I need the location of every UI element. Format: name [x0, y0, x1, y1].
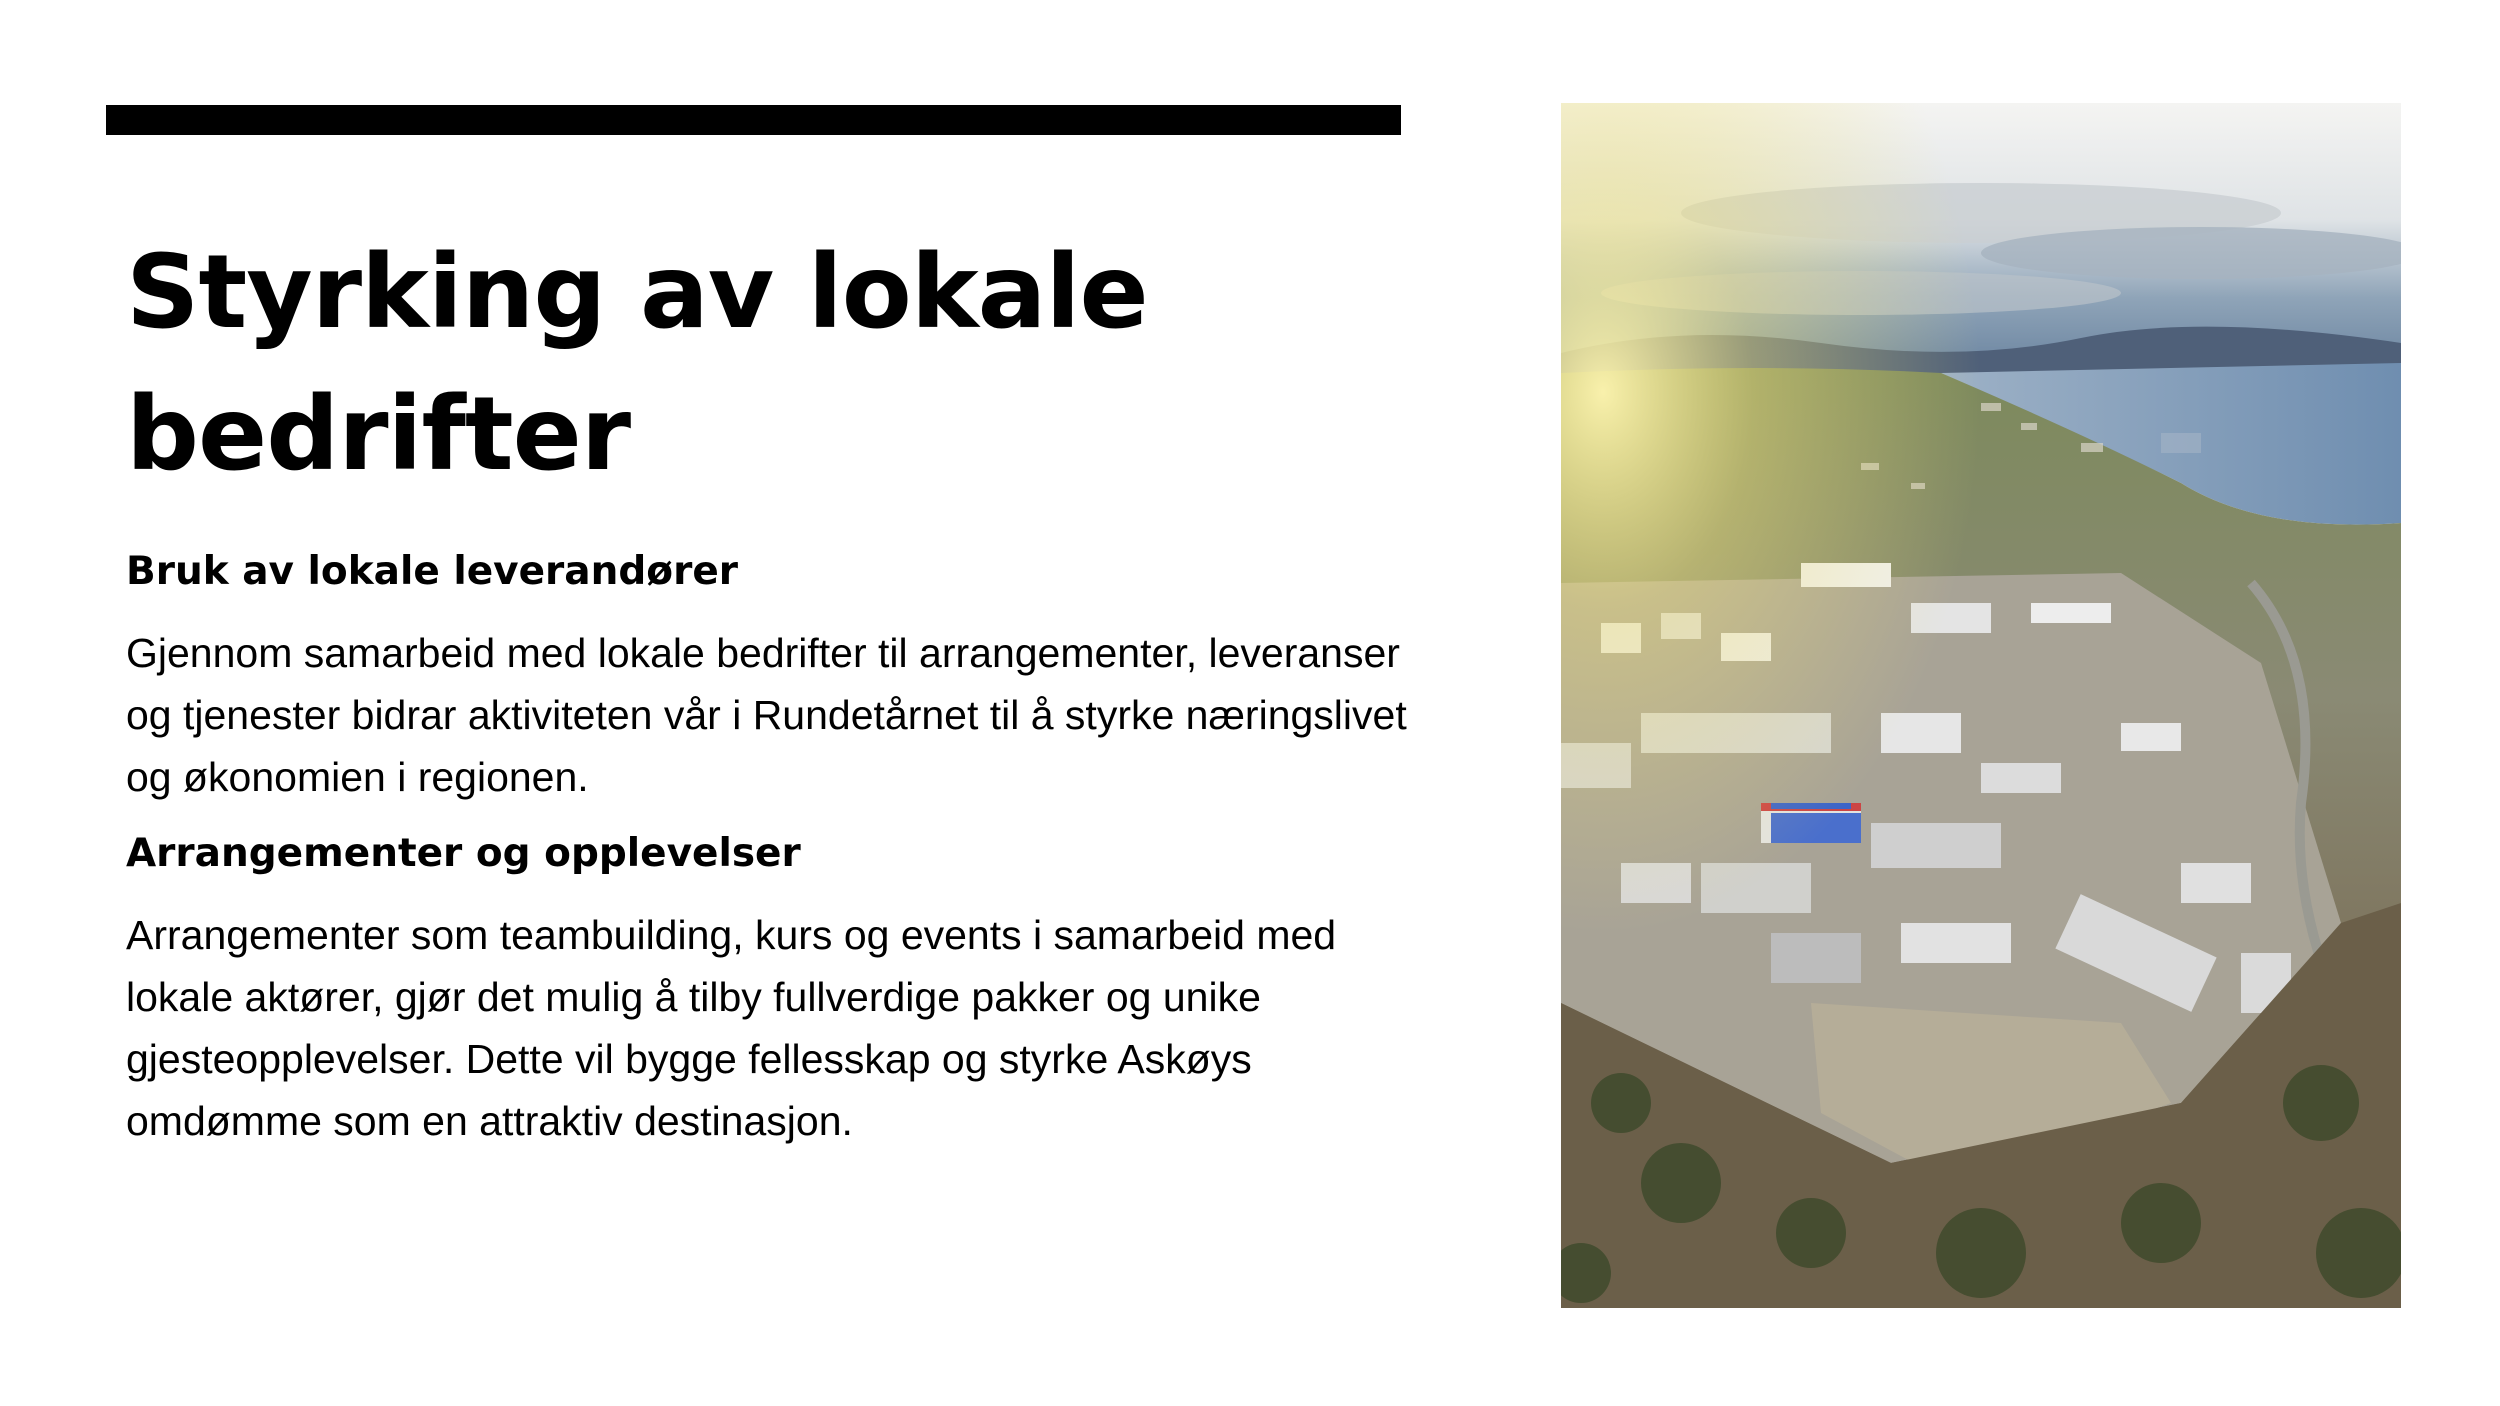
- section-heading-local-suppliers: Bruk av lokale leverandører: [126, 549, 739, 594]
- slide-title: Styrking av lokale bedrifter: [126, 233, 1148, 494]
- title-accent-bar: [106, 105, 1401, 135]
- aerial-industrial-area-photo: [1561, 103, 2401, 1308]
- section-heading-events: Arrangementer og opplevelser: [126, 831, 801, 876]
- aerial-photo-illustration: [1561, 103, 2401, 1308]
- section-body-events: Arrangementer som teambuilding, kurs og events i samarbeid med lokale aktører, gjør det mulig å tilby fullverdige pakker og unike gjesteopplevelser. Dette vil bygge fellesskap og styrke Askøys omdømme som en attraktiv destinasjon.: [126, 912, 1337, 1144]
- slide-body: [126, 540, 1426, 1166]
- section-body-local-suppliers: Gjennom samarbeid med lokale bedrifter til arrangementer, leveranser og tjenester bidrar aktiviteten vår i Rundetårnet til å styrke næringslivet og økonomien i regionen.: [126, 630, 1407, 800]
